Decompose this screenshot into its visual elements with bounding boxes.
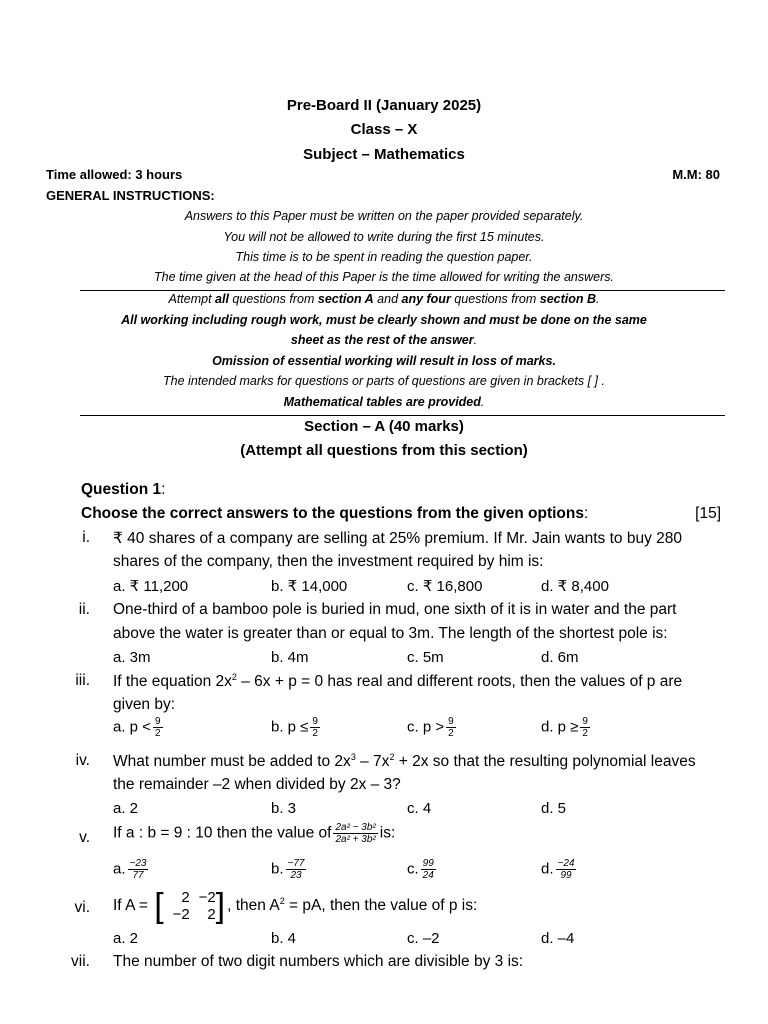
- working-instruction: All working including rough work, must be clearly shown and must be done on the same: [121, 313, 647, 327]
- general-instructions-heading: GENERAL INSTRUCTIONS:: [46, 188, 215, 203]
- question-marks: [15]: [695, 505, 721, 522]
- item-number: i.: [82, 529, 90, 546]
- option-d: d. 5: [541, 800, 567, 817]
- instruction-line: Answers to this Paper must be written on the paper provided separately.: [184, 209, 584, 223]
- option-c: c. 4: [407, 800, 432, 817]
- option-b: b. $\frac{-77}{23}$: [271, 858, 305, 881]
- option-b: b. 3: [271, 800, 297, 817]
- question-instruction: Choose the correct answers to the questions from the given options:: [81, 505, 589, 522]
- item-number: iv.: [75, 752, 90, 769]
- time-allowed: Time allowed: 3 hours: [46, 167, 183, 182]
- option-b: b. p ≤ $\frac{9}{2}$: [271, 716, 318, 739]
- tables-note: Mathematical tables are provided.: [283, 395, 485, 409]
- option-c: c. p > $\frac{9}{2}$: [407, 716, 454, 739]
- marks-note: The intended marks for questions or parts of questions are given in brackets [ ] .: [163, 374, 605, 388]
- option-b: b. ₹ 14,000: [271, 578, 348, 595]
- option-d: d. $\frac{-24}{99}$: [541, 858, 575, 881]
- option-c: c. 5m: [407, 649, 444, 666]
- option-a: a. ₹ 11,200: [113, 578, 189, 595]
- option-a: a. 2: [113, 800, 139, 817]
- question-text: One-third of a bamboo pole is buried in mud, one sixth of it is in water and the part: [113, 601, 677, 618]
- instruction-line: The time given at the head of this Paper is the time allowed for writing the answers.: [154, 270, 614, 284]
- working-instruction-cont: sheet as the rest of the answer.: [290, 333, 478, 347]
- subject-label: Subject – Mathematics: [303, 146, 465, 163]
- paper-title: Pre-Board II (January 2025): [286, 97, 482, 114]
- option-b: b. 4m: [271, 649, 309, 666]
- item-number: vii.: [71, 953, 90, 970]
- option-c: c. ₹ 16,800: [407, 578, 483, 595]
- divider: [80, 415, 725, 416]
- section-title: Section – A (40 marks): [304, 418, 464, 435]
- section-subtitle: (Attempt all questions from this section): [240, 442, 528, 459]
- item-number: iii.: [75, 672, 90, 689]
- question-text: If the equation $2x^2 - 6x + p = 0$ has real and different roots, then the values of p are: [113, 672, 683, 691]
- option-a: a. 3m: [113, 649, 151, 666]
- option-b: b. 4: [271, 930, 297, 947]
- attempt-instruction: Attempt all questions from section A and any four questions from section B.: [168, 292, 600, 306]
- item-number: vi.: [74, 899, 90, 916]
- instruction-line: This time is to be spent in reading the question paper.: [235, 250, 533, 264]
- option-c: c. $\frac{99}{24}$: [407, 858, 434, 881]
- item-number: ii.: [78, 601, 90, 618]
- question-text: given by:: [113, 696, 176, 713]
- option-a: a. p < $\frac{9}{2}$: [113, 716, 161, 739]
- option-d: d. 6m: [541, 649, 579, 666]
- question-text: The number of two digit numbers which are divisible by 3 is:: [113, 953, 524, 970]
- class-label: Class – X: [350, 121, 418, 138]
- question-text: What number must be added to $2x^3 - 7x^2 + 2x$ so that the resulting polynomial leaves: [113, 752, 696, 771]
- option-d: d. ₹ 8,400: [541, 578, 609, 595]
- divider: [80, 290, 725, 291]
- instruction-line: You will not be allowed to write during the first 15 minutes.: [223, 230, 545, 244]
- option-a: a. 2: [113, 930, 139, 947]
- omission-instruction: Omission of essential working will result in loss of marks.: [212, 354, 556, 368]
- question-text: the remainder –2 when divided by 2x – 3?: [113, 776, 401, 793]
- question-text: If a : b = 9 : 10 then the value of $\frac{\text{2a² − 3b²}}{\text{2a² + 3b²}}$ is:: [113, 822, 396, 845]
- question-text: ₹ 40 shares of a company are selling at 25% premium. If Mr. Jain wants to buy 280: [113, 530, 683, 547]
- item-number: v.: [79, 829, 90, 846]
- option-a: a. $\frac{-23}{77}$: [113, 858, 147, 881]
- option-d: d. p ≥ $\frac{9}{2}$: [541, 716, 588, 739]
- option-d: d. –4: [541, 930, 575, 947]
- max-marks: M.M: 80: [672, 167, 720, 182]
- question-text: above the water is greater than or equal to 3m. The length of the shortest pole is:: [113, 625, 668, 642]
- question-label: Question 1:: [81, 481, 166, 498]
- question-text: If A = [ 2 −2 −2 2 ] , then $A^2$ = pA, then the value of p is:: [113, 887, 478, 925]
- question-text: shares of the company, then the investment required by him is:: [113, 553, 544, 570]
- option-c: c. –2: [407, 930, 440, 947]
- matrix-a: [ 2 −2 −2 2 ]: [154, 887, 226, 925]
